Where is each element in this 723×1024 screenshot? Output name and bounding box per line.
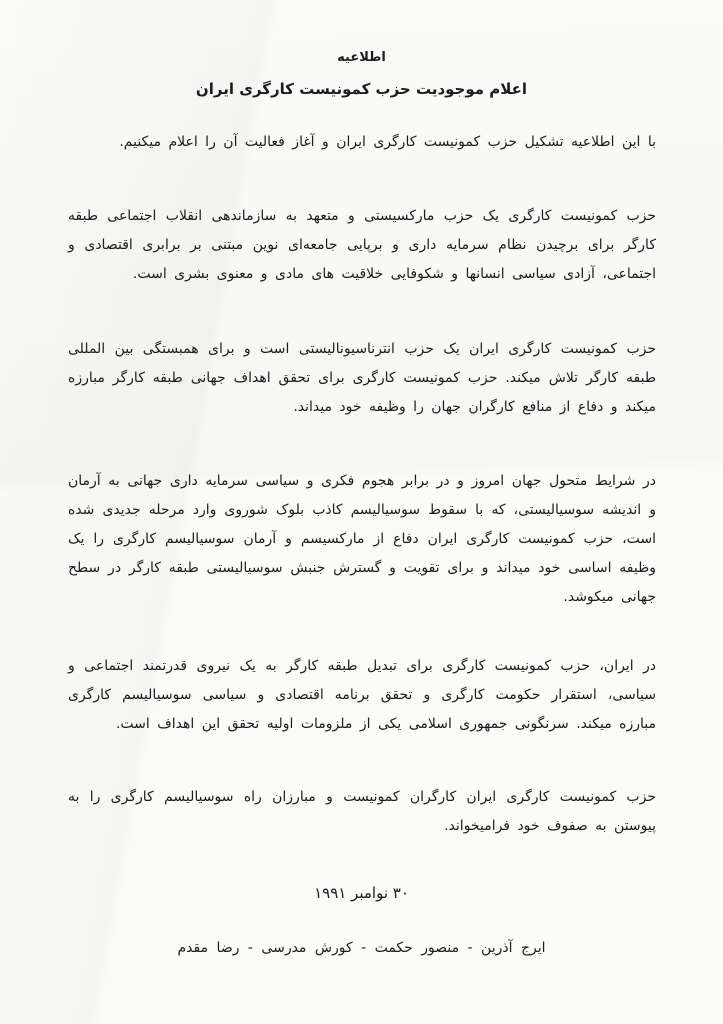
paragraph-2: حزب کمونیست کارگری یک حزب مارکسیستی و متعهد به سازماندهی انقلاب اجتماعی طبقه کارگر برای برچیدن نظام سرمایه داری و برپایی جامعه‌ای نوین مبتنی بر برابری اقتصادی و اجتماعی، آزادی سیاسی انسانها و شکوفایی خلاقیت های مادی و معنوی بشری است. [68,208,656,282]
document-date: ۳۰ نوامبر ۱۹۹۱ [314,884,409,902]
notice-heading: اطلاعیه [337,50,386,65]
paragraph-1: با این اطلاعیه تشکیل حزب کمونیست کارگری ایران و آغاز فعالیت آن را اعلام میکنیم. [119,134,656,150]
paragraph-4: در شرایط متحول جهان امروز و در برابر هجوم فکری و سیاسی سرمایه داری جهانی به آرمان و اندیشه سوسیالیستی، که با سقوط سوسیالیسم کاذب بلوک شوروی وارد مرحله جدیدی شده است، حزب کمونیست کارگری ایران دفاع از مارکسیسم و آرمان سوسیالیسم کارگری را یک وظیفه اساسی خود میداند و برای تقویت و گسترش جنبش سوسیالیستی طبقه کارگر در سطح جهانی میکوشد. [68,473,656,605]
document-title: اعلام موجودیت حزب کمونیست کارگری ایران [195,80,528,98]
paragraph-5: در ایران، حزب کمونیست کارگری برای تبدیل طبقه کارگر به یک نیروی قدرتمند اجتماعی و سیاسی، استقرار حکومت کارگری و تحقق برنامه اقتصادی و سیاسی سوسیالیسم کارگری مبارزه میکند. سرنگونی جمهوری اسلامی یکی از ملزومات اولیه تحقق این اهداف است. [68,658,656,732]
paragraph-6: حزب کمونیست کارگری ایران کارگران کمونیست و مبارزان راه سوسیالیسم کارگری را به پیوستن به صفوف خود فرامیخواند. [68,789,656,834]
paragraph-3: حزب کمونیست کارگری ایران یک حزب انترناسیونالیستی است و برای همبستگی بین المللی طبقه کارگر تلاش میکند. حزب کمونیست کارگری برای تحقق اهداف جهانی طبقه کارگر مبارزه میکند و دفاع از منافع کارگران جهان را وظیفه خود میداند. [68,341,656,415]
signatories: ایرج آذرین - منصور حکمت - کورش مدرسی - رضا مقدم [177,940,546,956]
